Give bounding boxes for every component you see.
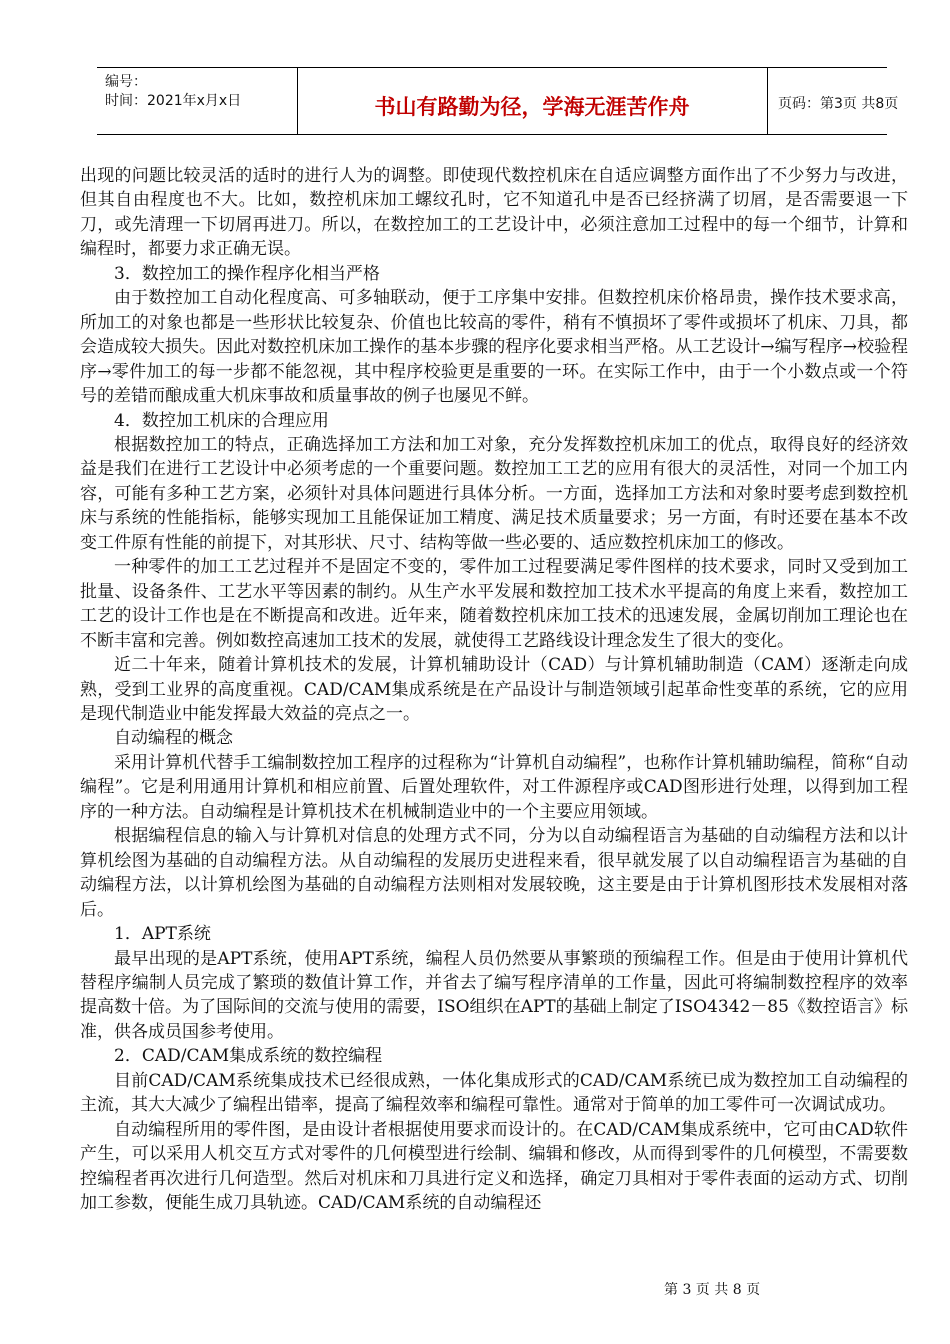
body-paragraph: 出现的问题比较灵活的适时的进行人为的调整。即使现代数控机床在自适应调整方面作出了不少努力与改进，但其自由程度也不大。比如，数控机床加工螺纹孔时，它不知道孔中是否已经挤满了切屑，是否需要退一下刀，或先清理一下切屑再进刀。所以，在数控加工的工艺设计中，必须注意加工过程中的每一个细节，计算和编程时，都要力求正确无误。 bbox=[80, 166, 908, 260]
body-paragraph: 采用计算机代替手工编制数控加工程序的过程称为“计算机自动编程”，也称作计算机辅助编程，简称“自动编程”。它是利用通用计算机和相应前置、后置处理软件，对工件源程序或CAD图形进行处理，以得到加工程序的一种方法。自动编程是计算机技术在机械制造业中的一个主要应用领域。 bbox=[80, 752, 908, 822]
body-paragraph: 自动编程所用的零件图，是由设计者根据使用要求而设计的。在CAD/CAM集成系统中，它可由CAD软件产生，可以采用人机交互方式对零件的几何模型进行绘制、编辑和修改，从而得到零件的几何模型，不需要数控编程者再次进行几何造型。然后对机床和刀具进行定义和选择，确定刀具相对于零件表面的运动方式、切削加工参数，便能生成刀具轨迹。CAD/CAM系统的自动编程还 bbox=[80, 1119, 908, 1214]
body-paragraph: 目前CAD/CAM系统集成技术已经很成熟，一体化集成形式的CAD/CAM系统已成为数控加工自动编程的主流，其大大减少了编程出错率，提高了编程效率和编程可靠性。通常对于简单的加工零件可一次调试成功。 bbox=[80, 1070, 908, 1116]
header-meta-cell bbox=[97, 68, 298, 134]
section-heading: 1．APT系统 bbox=[114, 924, 211, 945]
section-heading: 自动编程的概念 bbox=[114, 728, 233, 749]
document-date: 时间：2021年x月x日 bbox=[105, 93, 242, 109]
header-motto-cell bbox=[297, 68, 768, 134]
header-page-info: 页码：第3页 共8页 bbox=[778, 96, 899, 112]
document-header bbox=[97, 67, 899, 135]
section-heading: 2．CAD/CAM集成系统的数控编程 bbox=[114, 1046, 383, 1067]
body-paragraph: 由于数控加工自动化程度高、可多轴联动，便于工序集中安排。但数控机床价格昂贵，操作技术要求高，所加工的对象也都是一些形状比较复杂、价值也比较高的零件，稍有不慎损坏了零件或损坏了机床、刀具，都会造成较大损失。因此对数控机床加工操作的基本步骤的程序化要求相当严格。从工艺设计→编写程序→校验程序→零件加工的每一步都不能忽视，其中程序校验更是重要的一环。在实际工作中，由于一个小数点或一个符号的差错而酿成重大机床事故和质量事故的例子也屡见不鲜。 bbox=[80, 288, 908, 407]
section-heading: 4．数控加工机床的合理应用 bbox=[114, 410, 329, 431]
body-paragraph: 根据数控加工的特点，正确选择加工方法和加工对象，充分发挥数控机床加工的优点，取得良好的经济效益是我们在进行工艺设计中必须考虑的一个重要问题。数控加工工艺的应用有很大的灵活性，对同一个加工内容，可能有多种工艺方案，必须针对具体问题进行具体分析。一方面，选择加工方法和对象时要考虑到数控机床与系统的性能指标，能够实现加工且能保证加工精度、满足技术质量要求；另一方面，有时还要在基本不改变工件原有性能的前提下，对其形状、尺寸、结构等做一些必要的、适应数控机床加工的修改。 bbox=[80, 434, 908, 553]
document-body bbox=[80, 164, 908, 1215]
page-footer: 第 3 页 共 8 页 bbox=[664, 1282, 761, 1298]
body-paragraph: 一种零件的加工工艺过程并不是固定不变的，零件加工过程要满足零件图样的技术要求，同时又受到加工批量、设备条件、工艺水平等因素的制约。从生产水平发展和数控加工技术水平提高的角度上来看，数控加工工艺的设计工作也是在不断提高和改进。近年来，随着数控机床加工技术的迅速发展，金属切削加工理论也在不断丰富和完善。例如数控高速加工技术的发展，就使得工艺路线设计理念发生了很大的变化。 bbox=[80, 557, 908, 651]
body-paragraph: 最早出现的是APT系统，使用APT系统，编程人员仍然要从事繁琐的预编程工作。但是由于使用计算机代替程序编制人员完成了繁琐的数值计算工作，并省去了编写程序清单的工作量，因此可将编制数控程序的效率提高数十倍。为了国际间的交流与使用的需要，ISO组织在APT的基础上制定了ISO4342－85《数控语言》标准，供各成员国参考使用。 bbox=[80, 948, 908, 1042]
header-motto: 书山有路勤为径，学海无涯苦作舟 bbox=[374, 95, 690, 119]
body-paragraph: 近二十年来，随着计算机技术的发展，计算机辅助设计（CAD）与计算机辅助制造（CAM）逐渐走向成熟，受到工业界的高度重视。CAD/CAM集成系统是在产品设计与制造领域引起革命性变革的系统，它的应用是现代制造业中能发挥最大效益的亮点之一。 bbox=[80, 655, 908, 724]
section-heading: 3．数控加工的操作程序化相当严格 bbox=[114, 263, 380, 284]
document-number-label: 编号： bbox=[105, 74, 147, 90]
body-paragraph: 根据编程信息的输入与计算机对信息的处理方式不同，分为以自动编程语言为基础的自动编程方法和以计算机绘图为基础的自动编程方法。从自动编程的发展历史进程来看，很早就发展了以自动编程语言为基础的自动编程方法，以计算机绘图为基础的自动编程方法则相对发展较晚，这主要是由于计算机图形技术发展相对落后。 bbox=[80, 826, 908, 920]
header-page-cell bbox=[768, 68, 899, 134]
